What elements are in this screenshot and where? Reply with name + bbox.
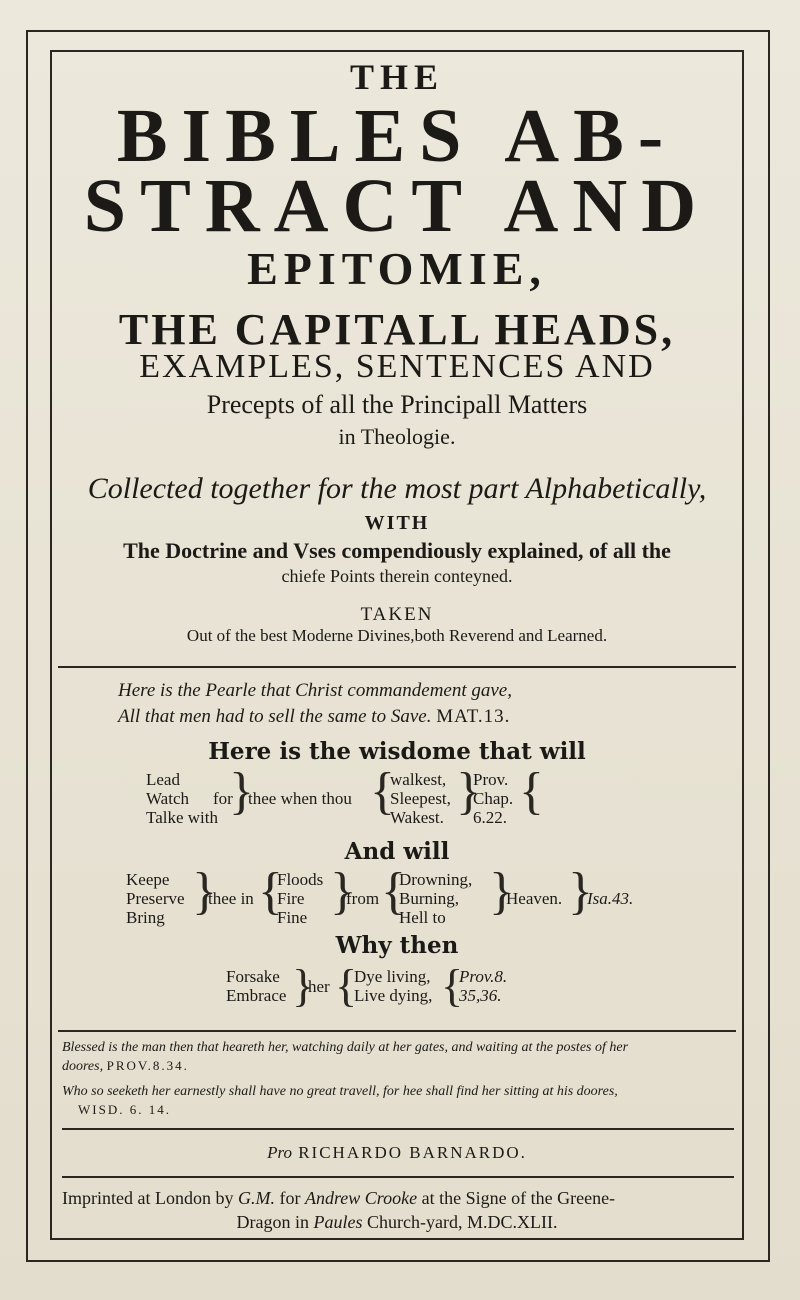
and-will-col-3 [399,870,472,927]
wisdome-col-3-item: walkest, [390,770,447,789]
and-will-col-2-item: Fire [277,889,305,908]
title-line-1: BIBLES AB- [116,94,678,178]
title-line-3: EPITOMIE, [247,243,547,294]
divider-rule [62,1128,734,1130]
brace-glyph: { [441,960,464,1011]
and-will-heading: And will [344,838,450,865]
blessed-ref-1: PROV.8.34. [106,1058,189,1073]
and-will-col-2 [277,870,323,927]
and-will-ref: Isa.43. [587,889,634,908]
imprint-text: Dragon in [236,1212,309,1232]
blessed-ref-2: WISD. 6. 14. [78,1102,171,1117]
wisdome-col-1-item: Lead [146,770,180,789]
and-will-col-1-item: Preserve [126,889,185,908]
brace-glyph: { [519,763,544,820]
why-then-her: her [308,977,330,996]
and-will-col-2-item: Fine [277,908,308,927]
divider-rule [58,1030,736,1032]
title-line-4: THE CAPITALL HEADS, [118,305,676,354]
and-will-heaven: Heaven. [506,889,563,908]
title-the: THE [349,57,445,97]
title-line-5: EXAMPLES, SENTENCES AND [139,348,655,385]
divider-rule [58,666,736,668]
out-of-line: Out of the best Moderne Divines,both Reverend and Learned. [186,626,608,645]
blessed-line-2 [62,1058,189,1075]
wisdome-col-3 [390,770,451,827]
imprint-line-1 [62,1188,615,1209]
and-will-thee-in: thee in [208,889,254,908]
and-will-col-3-item: Drowning, [399,870,473,889]
imprint-publisher: Andrew Crooke [304,1188,418,1208]
collected-line: Collected together for the most part Alphabetically, [87,472,707,505]
brace-glyph: { [335,960,358,1011]
blessed-line-2-text: doores, [62,1059,104,1074]
why-then-col-1-item: Embrace [226,986,287,1005]
why-then-col-2-item: Live dying, [354,986,433,1005]
and-will-col-1 [126,870,185,927]
imprint-text: at the Signe of the Greene- [421,1188,616,1208]
wisdome-ref-item: 6.22. [473,808,507,827]
brace-glyph: } [568,863,593,920]
brace-glyph: } [330,863,355,920]
pro-name: RICHARDO BARNARDO. [298,1143,527,1162]
verse-line-2 [118,706,510,728]
brace-glyph: } [456,763,481,820]
imprint-place: Paules [313,1212,363,1232]
imprint-printer: G.M. [237,1188,275,1208]
and-will-col-3-item: Burning, [399,889,459,908]
blessed-line-1: Blessed is the man then that heareth her, watching daily at her gates, and waiting at the postes of her [62,1040,629,1055]
why-then-heading: Why then [335,932,459,959]
pro-line [50,1143,744,1163]
brace-glyph: } [229,763,254,820]
divider-rule [62,1176,734,1178]
wisdome-col-1 [146,770,218,827]
verse-line-1: Here is the Pearle that Christ commandement gave, [118,680,512,701]
brace-glyph: } [192,863,217,920]
why-then-col-2 [354,967,432,1005]
wisdome-thee-when-thou: thee when thou [248,789,352,808]
imprint-line-2 [50,1212,744,1233]
verse-ref: MAT.13. [436,706,511,727]
and-will-col-2-item: Floods [277,870,324,889]
and-will-from: from [346,889,380,908]
brace-glyph: } [292,960,315,1011]
why-then-col-2-item: Dye living, [354,967,431,986]
taken-line: TAKEN [360,604,434,625]
imprint-text: Church-yard, M.DC.XLII. [367,1212,558,1232]
title-line-6: Precepts of all the Principall Matters [206,390,588,419]
pro-prefix: Pro [267,1143,292,1162]
title-line-2: STRACT AND [83,164,711,248]
doctrine-line: The Doctrine and Vses compendiously explained, of all the [123,538,671,563]
wisdome-for: for [213,789,233,808]
verse-line-2-text: All that men had to sell the same to Save. [118,706,432,727]
why-then-ref-item: Prov.8. [459,967,508,986]
brace-glyph: { [258,863,283,920]
brace-glyph: } [489,863,514,920]
brace-glyph: { [370,763,395,820]
title-line-7: in Theologie. [338,424,456,449]
wisdome-col-3-item: Wakest. [390,808,444,827]
wisdome-ref [473,770,513,827]
imprint-text: Imprinted at London by [62,1188,234,1208]
blessed-line-3: Who so seeketh her earnestly shall have no great travell, for hee shall find her sitting at his doores, [62,1084,618,1099]
wisdome-col-3-item: Sleepest, [390,789,451,808]
with-line: WITH [364,512,430,534]
chiefe-line: chiefe Points therein conteyned. [281,566,513,586]
brace-glyph: { [381,863,406,920]
and-will-col-3-item: Hell to [399,908,446,927]
wisdome-col-1-item: Talke with [146,808,218,827]
wisdome-ref-item: Prov. [473,770,509,789]
and-will-col-1-item: Keepe [126,870,170,889]
why-then-ref-item: 35,36. [459,986,502,1005]
why-then-col-1-item: Forsake [226,967,280,986]
wisdome-col-1-item: Watch [146,789,189,808]
wisdome-ref-item: Chap. [473,789,514,808]
why-then-col-1 [226,967,286,1005]
wisdome-heading: Here is the wisdome that will [208,738,586,765]
imprint-text: for [279,1188,301,1208]
why-then-ref [459,967,507,1005]
and-will-col-1-item: Bring [126,908,165,927]
